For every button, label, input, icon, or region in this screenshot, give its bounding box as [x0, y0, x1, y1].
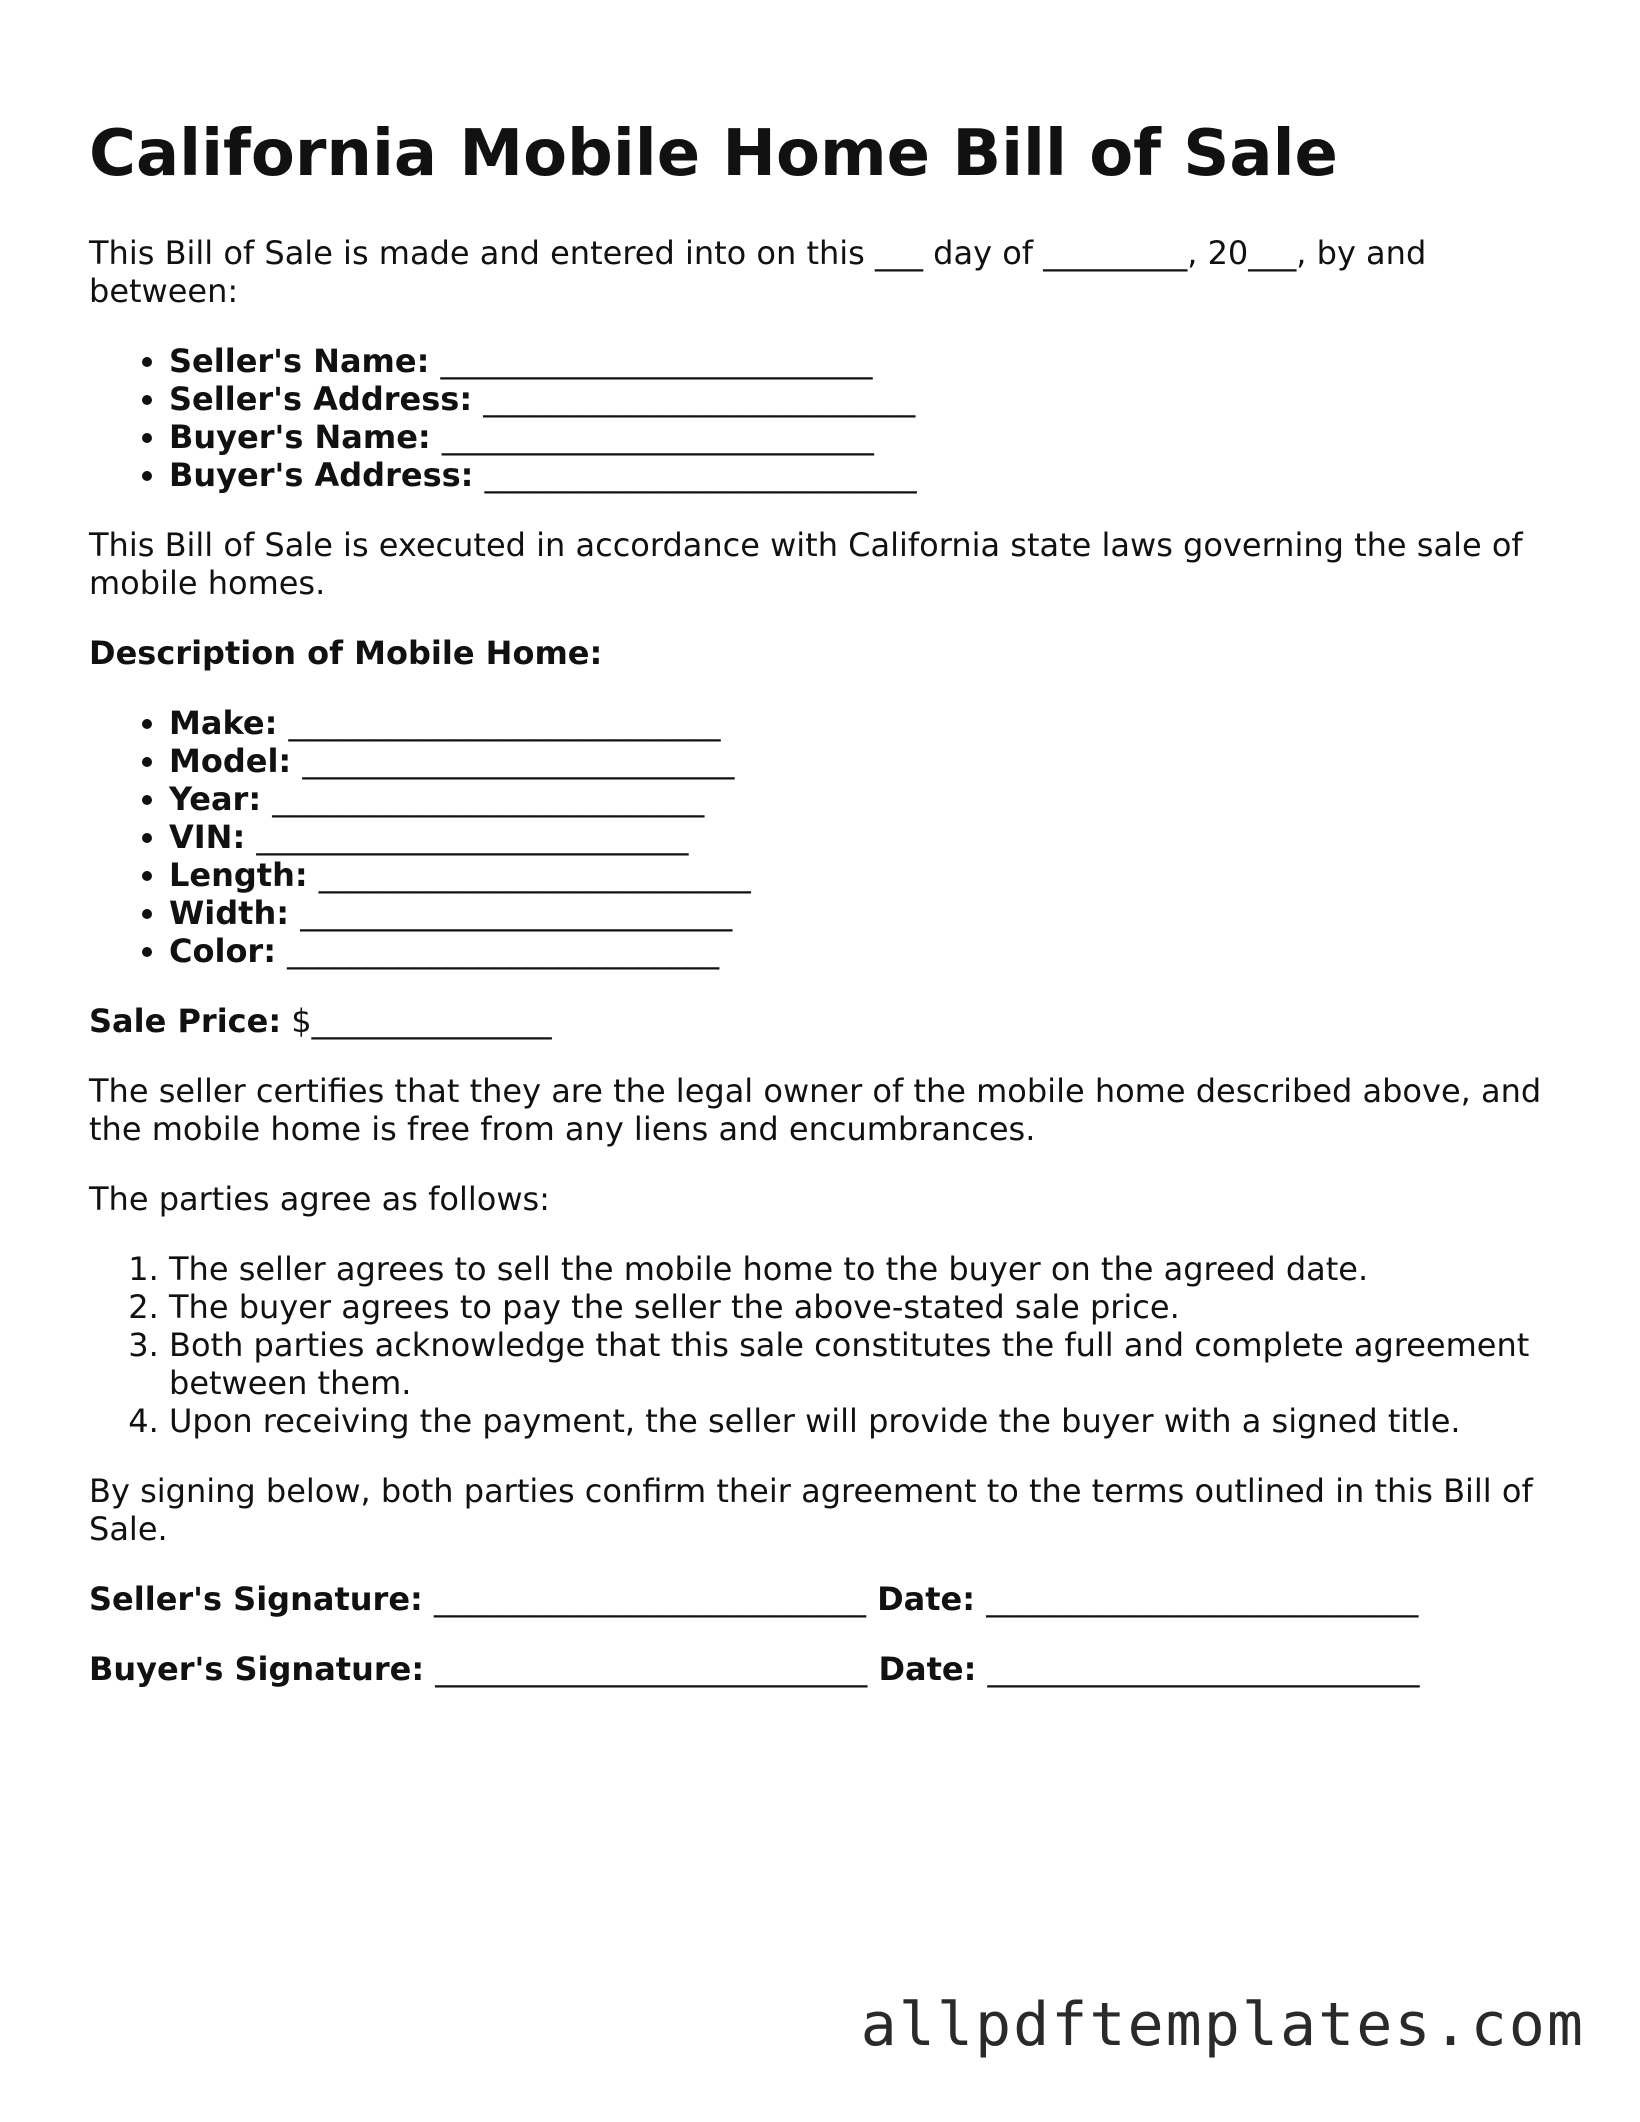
intro-paragraph: This Bill of Sale is made and entered into on this ___ day of _________, 20___, by and between:: [89, 234, 1427, 310]
law-statement: This Bill of Sale is executed in accordance with California state laws governing the sale of mobile homes.: [89, 526, 1523, 602]
watermark-text: allpdftemplates.com: [860, 1990, 1585, 2060]
field-label: Model:: [169, 742, 292, 780]
list-item: 4. Upon receiving the payment, the seller will provide the buyer with a signed title.: [169, 1402, 1559, 1440]
list-item: 2. The buyer agrees to pay the seller the above-stated sale price.: [169, 1288, 1559, 1326]
document-body: [89, 234, 1559, 1688]
description-list: [89, 704, 1559, 970]
field-label: Length:: [169, 856, 308, 894]
list-item: 1. The seller agrees to sell the mobile home to the buyer on the agreed date.: [169, 1250, 1559, 1288]
model-blank: ___________________________: [302, 742, 735, 780]
seller-address-blank: ___________________________: [483, 380, 916, 418]
field-label: Year:: [169, 780, 262, 818]
list-item: [169, 342, 1559, 380]
seller-signature-line: [89, 1580, 1559, 1618]
document-title: California Mobile Home Bill of Sale: [89, 117, 1338, 191]
seller-signature-label: Seller's Signature:: [89, 1580, 423, 1618]
list-item: [169, 418, 1559, 456]
field-label: Make:: [169, 704, 278, 742]
buyer-signature-line: [89, 1650, 1559, 1688]
field-label: Buyer's Address:: [169, 456, 474, 494]
field-label: Seller's Name:: [169, 342, 430, 380]
sale-price-label: Sale Price:: [89, 1002, 282, 1040]
certification-paragraph: The seller certifies that they are the legal owner of the mobile home described above, and the mobile home is free from any liens and encumbrances.: [89, 1072, 1542, 1148]
agreement-intro: The parties agree as follows:: [89, 1180, 550, 1218]
terms-list: [89, 1250, 1559, 1440]
buyer-signature-blank: ___________________________: [435, 1650, 868, 1688]
list-item: [169, 894, 1559, 932]
field-label: Width:: [169, 894, 290, 932]
buyer-date-label: Date:: [878, 1650, 977, 1688]
parties-list: [89, 342, 1559, 494]
list-item: [169, 932, 1559, 970]
field-label: Buyer's Name:: [169, 418, 431, 456]
description-heading: Description of Mobile Home:: [89, 634, 603, 672]
buyer-name-blank: ___________________________: [441, 418, 874, 456]
sale-price-line: [89, 1002, 1559, 1040]
sale-price-blank: $_______________: [291, 1002, 552, 1040]
list-item: 3. Both parties acknowledge that this sale constitutes the full and complete agreement between them.: [169, 1326, 1559, 1402]
list-item: [169, 856, 1559, 894]
list-item: [169, 780, 1559, 818]
make-blank: ___________________________: [288, 704, 721, 742]
vin-blank: ___________________________: [256, 818, 689, 856]
field-label: Seller's Address:: [169, 380, 473, 418]
field-label: VIN:: [169, 818, 246, 856]
length-blank: ___________________________: [318, 856, 751, 894]
buyer-address-blank: ___________________________: [484, 456, 917, 494]
buyer-signature-label: Buyer's Signature:: [89, 1650, 425, 1688]
list-item: [169, 704, 1559, 742]
buyer-date-blank: ___________________________: [987, 1650, 1420, 1688]
seller-date-label: Date:: [877, 1580, 976, 1618]
field-label: Color:: [169, 932, 276, 970]
seller-name-blank: ___________________________: [440, 342, 873, 380]
width-blank: ___________________________: [300, 894, 733, 932]
seller-date-blank: ___________________________: [986, 1580, 1419, 1618]
list-item: [169, 456, 1559, 494]
closing-paragraph: By signing below, both parties confirm their agreement to the terms outlined in this Bill of Sale.: [89, 1472, 1533, 1548]
color-blank: ___________________________: [287, 932, 720, 970]
year-blank: ___________________________: [272, 780, 705, 818]
list-item: [169, 742, 1559, 780]
list-item: [169, 380, 1559, 418]
list-item: [169, 818, 1559, 856]
seller-signature-blank: ___________________________: [433, 1580, 866, 1618]
